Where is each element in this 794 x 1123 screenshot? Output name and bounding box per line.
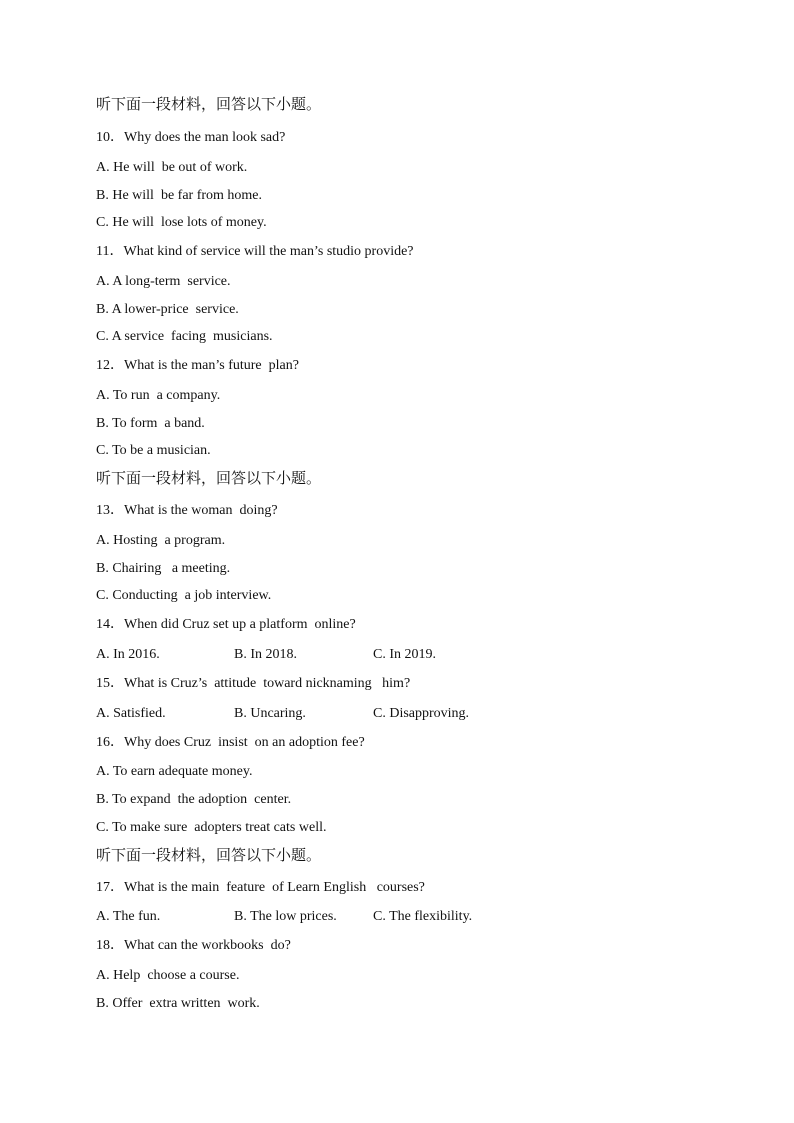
question-10: 10．Why does the man look sad? — [96, 130, 286, 145]
section-heading: 听下面一段材料，回答以下小题。 — [96, 848, 322, 864]
option-14-a: A. In 2016. — [96, 647, 160, 662]
question-13: 13．What is the woman doing? — [96, 503, 278, 518]
question-17: 17．What is the main feature of Learn English courses? — [96, 880, 425, 895]
option-14-b: B. In 2018. — [234, 647, 297, 662]
question-16: 16．Why does Cruz insist on an adoption fee? — [96, 735, 365, 750]
option-12-c: C. To be a musician. — [96, 443, 211, 458]
option-18-a: A. Help choose a course. — [96, 968, 240, 983]
option-11-b: B. A lower-price service. — [96, 302, 239, 317]
option-15-a: A. Satisfied. — [96, 706, 166, 721]
option-16-a: A. To earn adequate money. — [96, 764, 253, 779]
question-15: 15．What is Cruz’s attitude toward nicknaming him? — [96, 676, 411, 691]
question-12: 12．What is the man’s future plan? — [96, 358, 299, 373]
option-17-a: A. The fun. — [96, 909, 161, 924]
option-15-c: C. Disapproving. — [373, 706, 470, 721]
options-14 — [96, 646, 696, 664]
option-18-b: B. Offer extra written work. — [96, 996, 260, 1011]
section-heading: 听下面一段材料，回答以下小题。 — [96, 97, 322, 113]
question-14: 14．When did Cruz set up a platform online? — [96, 617, 356, 632]
option-11-c: C. A service facing musicians. — [96, 329, 273, 344]
options-15 — [96, 705, 696, 723]
option-17-c: C. The flexibility. — [373, 909, 473, 924]
option-11-a: A. A long-term service. — [96, 274, 231, 289]
option-14-c: C. In 2019. — [373, 647, 436, 662]
section-heading: 听下面一段材料，回答以下小题。 — [96, 471, 322, 487]
option-13-b: B. Chairing a meeting. — [96, 561, 231, 576]
question-18: 18．What can the workbooks do? — [96, 938, 291, 953]
options-17 — [96, 908, 696, 926]
option-13-a: A. Hosting a program. — [96, 533, 226, 548]
option-15-b: B. Uncaring. — [234, 706, 306, 721]
option-17-b: B. The low prices. — [234, 909, 337, 924]
option-13-c: C. Conducting a job interview. — [96, 588, 272, 603]
option-12-a: A. To run a company. — [96, 388, 221, 403]
option-16-c: C. To make sure adopters treat cats well. — [96, 820, 327, 835]
question-11: 11．What kind of service will the man’s studio provide? — [96, 244, 414, 259]
option-12-b: B. To form a band. — [96, 416, 205, 431]
option-10-b: B. He will be far from home. — [96, 188, 263, 203]
option-10-a: A. He will be out of work. — [96, 160, 248, 175]
option-16-b: B. To expand the adoption center. — [96, 792, 292, 807]
option-10-c: C. He will lose lots of money. — [96, 215, 267, 230]
